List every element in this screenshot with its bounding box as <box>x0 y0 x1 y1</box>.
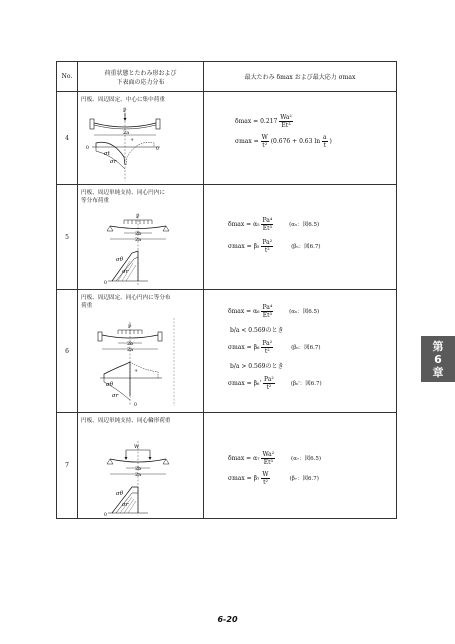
formula-stress <box>228 471 319 486</box>
denominator: Et³ <box>262 225 272 232</box>
load-label: P <box>128 324 132 330</box>
span-label: 2a <box>127 347 134 353</box>
formula-deflection <box>228 217 319 232</box>
sigma-t-label: σθ <box>106 382 114 388</box>
zero-label: 0 <box>104 513 107 517</box>
fraction <box>263 376 275 391</box>
plate-diagram <box>82 316 200 410</box>
sigma-t-label: σθ <box>116 491 124 497</box>
denominator: Et³ <box>262 312 272 319</box>
span-label: 2a <box>123 130 130 136</box>
row-number: 4 <box>57 92 78 185</box>
formula-stress-alt <box>228 376 322 391</box>
formula-stress <box>235 134 332 149</box>
numerator: a <box>323 134 327 141</box>
figure-reference: (β₇：図6.7) <box>289 476 319 482</box>
inner-span-label: 2b <box>135 466 142 472</box>
zero-label: 0 <box>86 146 89 151</box>
figure-reference: (β₆：図6.7) <box>291 345 321 351</box>
load-case-title-line1: 円板、周辺単純支持、同心円内に <box>81 190 165 196</box>
condition-text: b/a > 0.569のとき <box>230 363 284 370</box>
formula-lhs: σmax = <box>235 138 259 145</box>
fraction <box>322 134 328 149</box>
header-load-line2: 下表面の応力分布 <box>116 78 165 86</box>
formula-deflection <box>235 114 293 129</box>
header-no: No. <box>57 62 78 92</box>
sigma-r-label: σr <box>112 393 119 399</box>
formula-lhs: δmax = α₆ <box>228 308 260 315</box>
denominator: t <box>323 142 327 149</box>
formula-stress <box>228 239 321 254</box>
load-case-title <box>81 189 203 205</box>
load-label: P <box>123 108 127 114</box>
plate-diagram <box>82 211 200 287</box>
zero-label: 0 <box>134 403 137 408</box>
table-row-5 <box>57 185 397 290</box>
formula-lhs: σmax = β₆ <box>228 344 260 351</box>
table-row-6 <box>57 290 397 413</box>
formula-table <box>56 61 397 519</box>
figure-reference: (α₇：図6.5) <box>291 456 322 462</box>
numerator: Pa⁴ <box>262 217 273 224</box>
denominator: t² <box>263 479 268 486</box>
numerator: Pa⁴ <box>262 304 273 311</box>
header-load <box>78 62 204 92</box>
formula-cell <box>204 290 397 413</box>
formula-lhs: δmax = α₅ <box>228 221 260 228</box>
chapter-tab-line1: 第 <box>432 339 444 353</box>
load-case-cell <box>78 290 204 413</box>
load-case-title-line1: 円板、周辺固定、同心円内に等分布 <box>81 295 171 301</box>
figure-reference: (α₆：図6.5) <box>289 309 320 315</box>
inner-span-label: 2b <box>127 341 134 347</box>
denominator: Et³ <box>281 122 291 129</box>
sigma-r-label: σr <box>122 502 129 508</box>
row-number: 5 <box>57 185 78 290</box>
denominator: t² <box>266 384 272 391</box>
formula-lhs: σmax = β₆' <box>228 380 262 387</box>
load-case-title: 円板、周辺単純支持、同心輪形荷重 <box>81 418 171 424</box>
header-formula: 最大たわみ δmax および最大応力 σmax <box>204 62 397 92</box>
formula-cell <box>204 92 397 185</box>
load-label: W <box>134 444 140 450</box>
load-case-title <box>81 294 203 310</box>
figure-reference: (α₅：図6.5) <box>289 222 320 228</box>
formula-lhs: δmax = 0.217 <box>235 118 278 125</box>
numerator: W <box>261 134 268 141</box>
row-number: 7 <box>57 413 78 519</box>
load-case-title-line2: 等分布荷重 <box>81 198 109 204</box>
denominator: Et³ <box>263 459 273 466</box>
load-case-cell <box>78 185 204 290</box>
formula-deflection <box>228 304 319 319</box>
sigma-t-label: σt <box>104 151 110 157</box>
table-row-7 <box>57 413 397 519</box>
fraction <box>279 114 293 129</box>
fraction <box>261 451 275 466</box>
sigma-t-label: σθ <box>116 257 124 263</box>
denominator: t² <box>264 348 270 355</box>
fraction <box>261 239 273 254</box>
chapter-tab-line2: 6 <box>434 352 442 366</box>
fraction <box>261 134 269 149</box>
formula-tail: (0.676 + 0.63 ln <box>270 138 321 145</box>
numerator: Wa² <box>262 451 275 458</box>
page-number: 6-20 <box>217 615 238 624</box>
zero-label: 0 <box>104 281 107 286</box>
table-header-row <box>57 62 397 92</box>
span-label: 2a <box>135 472 142 478</box>
formula-cell <box>204 185 397 290</box>
formula-cell <box>204 413 397 519</box>
formula-close: ) <box>329 138 332 145</box>
fraction <box>261 471 269 486</box>
row-number: 6 <box>57 290 78 413</box>
formula-lhs: δmax = α₇ <box>228 455 260 462</box>
numerator: Pa² <box>262 340 273 347</box>
formula-deflection <box>228 451 321 466</box>
formula-stress <box>228 340 321 355</box>
fraction <box>261 304 273 319</box>
header-load-line1: 荷重状態とたわみ形および <box>104 69 177 77</box>
figure-reference: (β₅：図6.7) <box>291 244 321 250</box>
span-label: 2a <box>135 237 142 243</box>
fraction <box>261 217 273 232</box>
plus-label: + <box>134 368 139 374</box>
formula-lhs: σmax = β₇ <box>228 475 260 482</box>
plus-label: + <box>130 137 135 143</box>
chapter-tab <box>421 336 455 382</box>
load-case-title: 円板、周辺固定、中心に集中荷重 <box>81 97 165 103</box>
numerator: Pa² <box>262 239 273 246</box>
load-case-title-line2: 荷重 <box>81 303 93 309</box>
denominator: t² <box>262 142 268 149</box>
numerator: Pa² <box>264 376 274 383</box>
numerator: W <box>262 471 269 478</box>
plate-diagram <box>82 437 200 517</box>
load-case-cell <box>78 413 204 519</box>
denominator: t² <box>264 247 270 254</box>
fraction <box>261 340 273 355</box>
condition-text: b/a < 0.569のとき <box>230 327 284 334</box>
figure-reference: (β₆'：図6.7) <box>290 381 322 387</box>
zero-label: 0 <box>156 147 159 152</box>
formula-lhs: σmax = β₅ <box>228 243 260 250</box>
plate-diagram <box>82 105 200 183</box>
sigma-r-label: σr <box>122 269 129 275</box>
table-row-4 <box>57 92 397 185</box>
load-case-cell <box>78 92 204 185</box>
chapter-tab-line3: 章 <box>432 365 444 379</box>
load-label: P <box>136 214 140 220</box>
numerator: Wa² <box>280 114 292 121</box>
sigma-r-label: σr <box>110 159 117 165</box>
inner-span-label: 2b <box>135 231 142 237</box>
